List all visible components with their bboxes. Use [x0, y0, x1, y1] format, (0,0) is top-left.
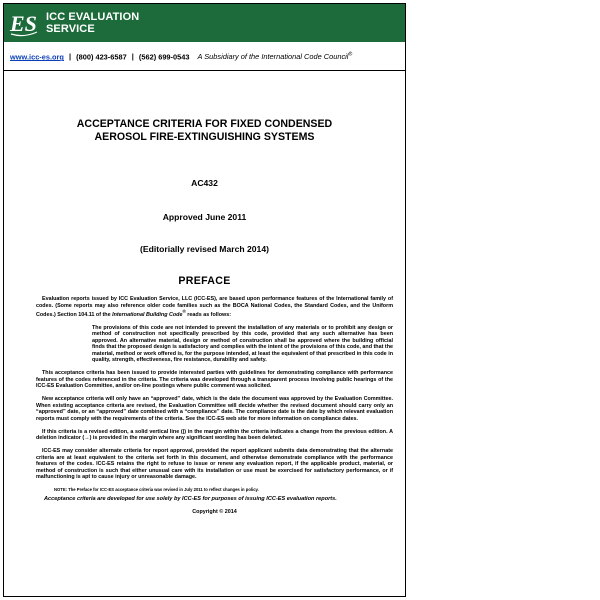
document-code: AC432: [191, 178, 218, 188]
preface-p1-end: reads as follows:: [185, 311, 232, 318]
banner-title-line2: SERVICE: [46, 23, 95, 35]
separator: |: [69, 52, 72, 62]
preface-paragraph-1: [36, 296, 393, 318]
preface-heading: PREFACE: [178, 275, 231, 287]
copyright: Copyright © 2014: [192, 509, 237, 515]
phone-number-1: (800) 423-6587: [76, 52, 127, 62]
preface-paragraph-2: This acceptance criteria has been issued to provide interested parties with guidelines for demonstrating compliance with performance features of the codes referenced in the criteria. The criteria was developed through a transparent process involving public hearings of the ICC-ES Evaluation Committee, and/or on-line postings where public comment was solicited.: [36, 370, 393, 390]
preface-p1-text: Evaluation reports issued by ICC Evaluation Service, LLC (ICC-ES), are based upon performance features of the International family of codes. (Some reports may also reference older code families such as the BOCA National Codes, the Standard Codes, and the Uniform Codes.) Section 104.11 of the: [36, 296, 393, 318]
approved-date: Approved June 2011: [162, 212, 247, 222]
document-page: [3, 3, 406, 597]
icc-es-logo-icon: [9, 8, 39, 38]
preface-body: [36, 296, 393, 522]
header-divider: [4, 70, 405, 71]
revised-date: (Editorially revised March 2014): [140, 244, 269, 254]
preface-paragraph-5: ICC-ES may consider alternate criteria for report approval, provided the report applicant submits data demonstrating that the alternate criteria are at least equivalent to the criteria set forth in this document, and otherwise demonstrate compliance with the performance features of the codes. ICC-ES retains the right to refuse to issue or renew any evaluation report, if the applicable product, material, or method of construction is such that either unusual care with its installation or use must be exercised for satisfactory performance, or if malfunctioning is apt to cause injury or unreasonable damage.: [36, 448, 393, 481]
contact-line: [10, 52, 404, 61]
banner-title: [46, 11, 139, 35]
phone-number-2: (562) 699-0543: [138, 52, 190, 62]
document-title: [4, 118, 405, 144]
code-quote: The provisions of this code are not intended to prevent the installation of any materials or to prohibit any design or method of construction not specifically prescribed by this code, provided that any such alternative has been approved. An alternative material, design or method of construction shall be approved where the building official finds that the proposed design is satisfactory and complies with the intent of the provisions of this code, and that the material, method or work offered is, for the purpose intended, at least the equivalent of that prescribed in this code in quality, strength, effectiveness, fire resistance, durability and safety.: [92, 324, 393, 364]
ibc-reference: International Building Code: [112, 311, 183, 318]
website-link[interactable]: www.icc-es.org: [10, 52, 64, 62]
logo-lettering: ES: [10, 11, 37, 36]
registered-mark: ®: [182, 309, 186, 315]
banner-title-line1: ICC EVALUATION: [46, 11, 140, 23]
preface-paragraph-4: If this criteria is a revised edition, a solid vertical line (|) in the margin within the criteria indicates a change from the previous edition. A deletion indicator (→) is provided in the margin where any significant wording has been deleted.: [36, 428, 393, 442]
preface-paragraph-3: New acceptance criteria will only have an “approved” date, which is the date the document was approved by the Evaluation Committee. When existing acceptance criteria are revised, the Evaluation Committee will decide whether the revised document should carry only an “approved” date, or an “approved” date combined with a “compliance” date. The compliance date is the date by which relevant evaluation reports must comply with the requirements of the criteria. See the ICC-ES web site for more information on compliance dates.: [36, 396, 393, 422]
subsidiary-text: [192, 52, 353, 61]
document-title-line1: ACCEPTANCE CRITERIA FOR FIXED CONDENSED: [76, 118, 333, 130]
document-title-line2: AEROSOL FIRE-EXTINGUISHING SYSTEMS: [94, 131, 315, 143]
usage-statement: Acceptance criteria are developed for use solely by ICC-ES for purposes of issuing ICC-ES evaluation reports.: [44, 496, 337, 503]
registered-mark: ®: [348, 52, 353, 58]
subsidiary-label: A Subsidiary of the International Code Council: [197, 52, 349, 62]
separator: |: [131, 52, 134, 62]
preface-note: NOTE: The Preface for ICC-ES acceptance criteria was revised in July 2011 to reflect changes in policy.: [54, 487, 259, 493]
header-banner: [4, 4, 405, 42]
